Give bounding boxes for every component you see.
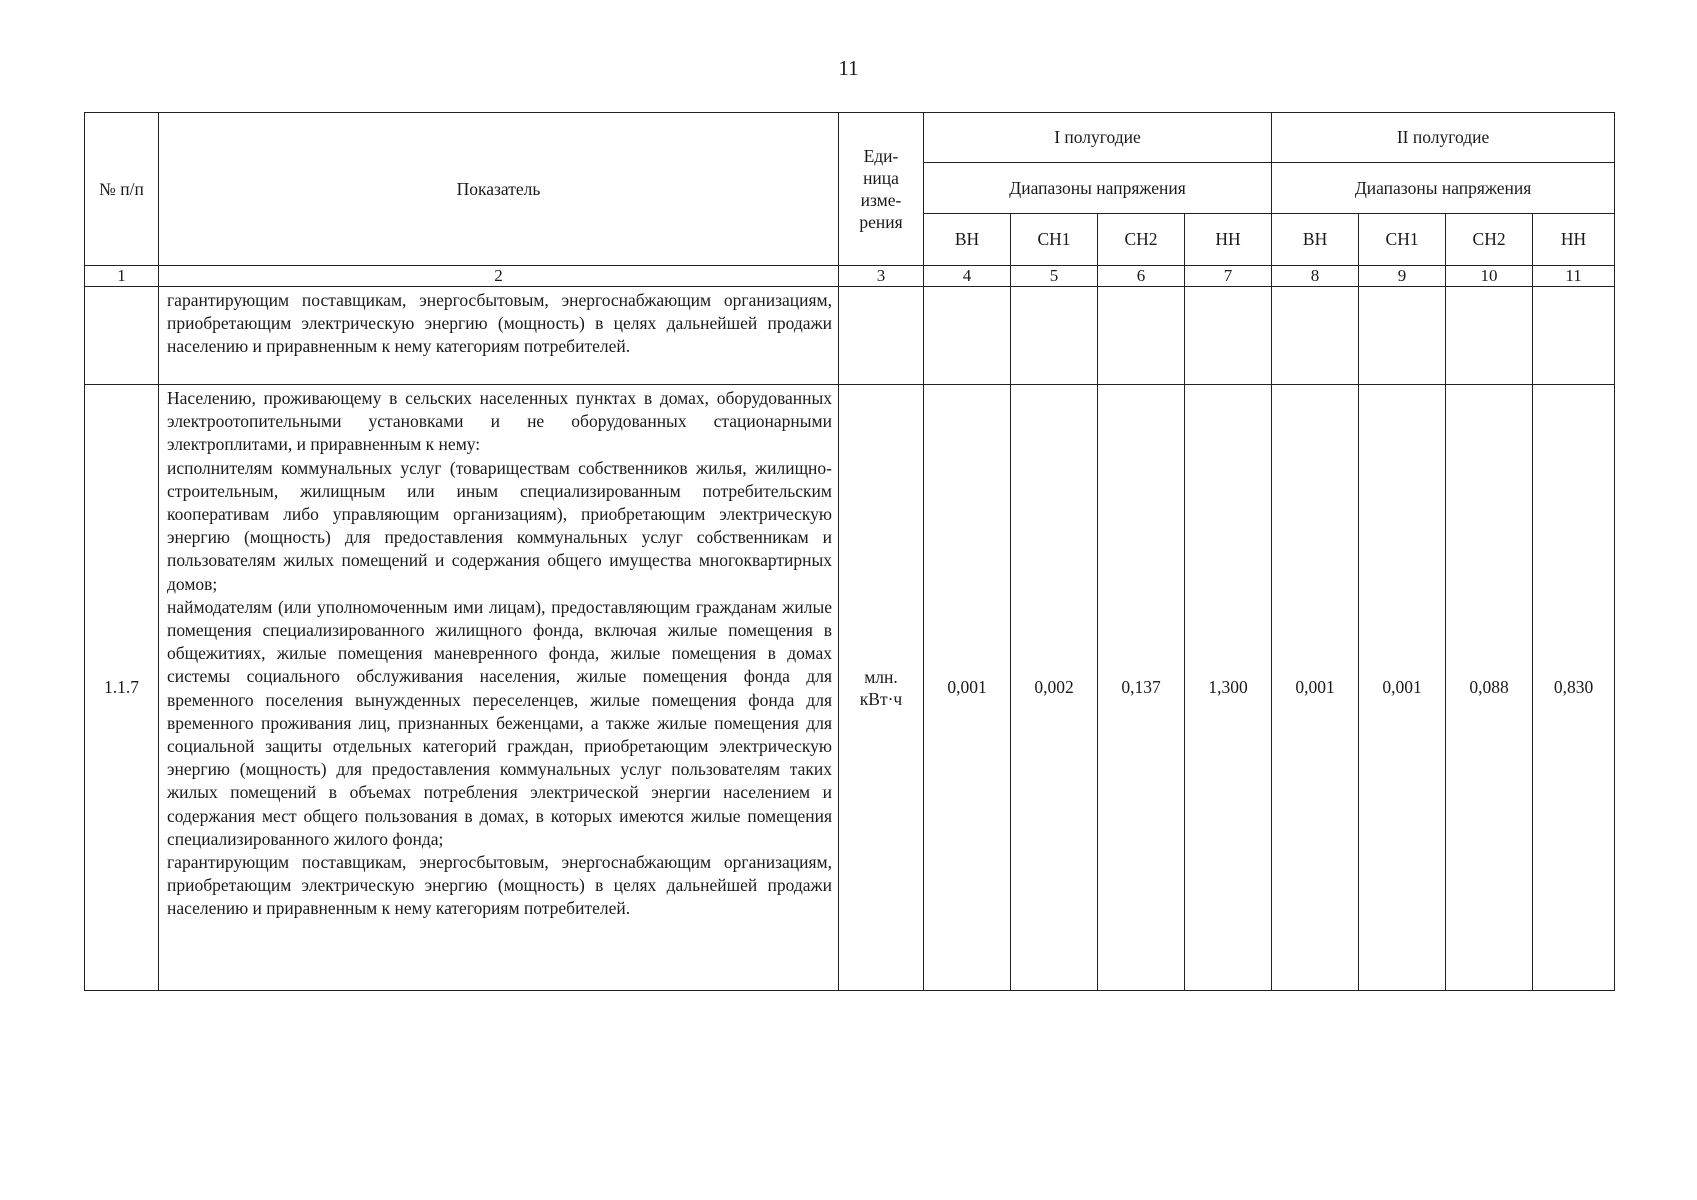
- value-cell: 0,137: [1098, 385, 1185, 991]
- column-number: 6: [1098, 266, 1185, 287]
- header-unit-line: изме-: [860, 190, 902, 210]
- header-unit-line: ница: [863, 168, 899, 188]
- header-half-1: I полугодие: [924, 113, 1272, 163]
- value-cell: 0,002: [1011, 385, 1098, 991]
- header-unit-line: рения: [859, 212, 903, 232]
- header-unit-line: Еди-: [863, 146, 899, 166]
- column-number: 5: [1011, 266, 1098, 287]
- header-ranges-1: Диапазоны напряжения: [924, 163, 1272, 214]
- row-number: 1.1.7: [85, 385, 159, 991]
- description-paragraph: наймодателям (или уполномоченным ими лицам), предоставляющим гражданам жилые помещения специализированного жилищного фонда, включая жилые помещения в общежитиях, жилые помещения маневренного фонда, жилые помещения в домах системы социального обслуживания населения, жилые помещения фонда для временного поселения вынужденных переселенцев, жилые помещения фонда для временного проживания лиц, признанных беженцами, а также жилые помещения для социальной защиты отдельных категорий граждан, приобретающим электрическую энергию (мощность) для предоставления коммунальных услуг пользователям таких жилых помещений в объемах потребления электрической энергии населением и содержания мест общего пользования в домах, в которых имеются жилые помещения специализированного жилого фонда;: [167, 596, 832, 849]
- page-number: 11: [838, 56, 859, 80]
- header-voltage: НН: [1533, 214, 1615, 266]
- value-cell: 0,001: [1272, 385, 1359, 991]
- header-voltage: ВН: [1272, 214, 1359, 266]
- header-voltage: СН2: [1446, 214, 1533, 266]
- row-unit: [839, 385, 924, 991]
- column-number: 2: [159, 266, 839, 287]
- value-cell: [1185, 287, 1272, 385]
- column-number: 7: [1185, 266, 1272, 287]
- row-number: [85, 287, 159, 385]
- value-cell: 0,088: [1446, 385, 1533, 991]
- table-row: [85, 287, 1615, 385]
- value-cell: [924, 287, 1011, 385]
- unit-line: млн.: [864, 666, 898, 687]
- description-paragraph: исполнителям коммунальных услуг (товариществам собственников жилья, жилищно-строительным, жилищным или иным специализированным потребительским кооперативам либо управляющим организациям), приобретающим электрическую энергию (мощность) для предоставления коммунальных услуг собственникам и пользователям жилых помещений и содержания общего имущества многоквартирных домов;: [167, 457, 832, 594]
- table-row: [85, 385, 1615, 991]
- row-description: [159, 385, 839, 991]
- header-voltage: ВН: [924, 214, 1011, 266]
- row-unit: [839, 287, 924, 385]
- value-cell: [1272, 287, 1359, 385]
- description-paragraph: гарантирующим поставщикам, энергосбытовым, энергоснабжающим организациям, приобретающим электрическую энергию (мощность) в целях дальнейшей продажи населению и приравненным к нему категориям потребителей.: [167, 290, 832, 357]
- value-cell: [1098, 287, 1185, 385]
- header-voltage: СН1: [1011, 214, 1098, 266]
- column-number: 10: [1446, 266, 1533, 287]
- description-paragraph: гарантирующим поставщикам, энергосбытовым, энергоснабжающим организациям, приобретающим электрическую энергию (мощность) в целях дальнейшей продажи населению и приравненным к нему категориям потребителей.: [167, 852, 832, 919]
- header-half-2: II полугодие: [1272, 113, 1615, 163]
- header-num: № п/п: [85, 113, 159, 266]
- value-cell: 1,300: [1185, 385, 1272, 991]
- value-cell: 0,001: [1359, 385, 1446, 991]
- value-cell: 0,001: [924, 385, 1011, 991]
- header-voltage: СН2: [1098, 214, 1185, 266]
- description-paragraph: Населению, проживающему в сельских населенных пунктах в домах, оборудованных электроотопительными установками и не оборудованных стационарными электроплитами, и приравненным к нему:: [167, 388, 832, 455]
- value-cell: [1359, 287, 1446, 385]
- header-row-1: [85, 113, 1615, 163]
- column-number: 8: [1272, 266, 1359, 287]
- unit-line: кВт·ч: [859, 688, 903, 709]
- header-voltage: СН1: [1359, 214, 1446, 266]
- column-number: 4: [924, 266, 1011, 287]
- column-number-row: [85, 266, 1615, 287]
- column-number: 9: [1359, 266, 1446, 287]
- column-number: 3: [839, 266, 924, 287]
- row-description: [159, 287, 839, 385]
- value-cell: [1533, 287, 1615, 385]
- value-cell: [1011, 287, 1098, 385]
- value-cell: [1446, 287, 1533, 385]
- header-unit: [839, 113, 924, 266]
- header-voltage: НН: [1185, 214, 1272, 266]
- indicators-table: [84, 112, 1615, 991]
- value-cell: 0,830: [1533, 385, 1615, 991]
- column-number: 1: [85, 266, 159, 287]
- header-ranges-2: Диапазоны напряжения: [1272, 163, 1615, 214]
- header-indicator: Показатель: [159, 113, 839, 266]
- column-number: 11: [1533, 266, 1615, 287]
